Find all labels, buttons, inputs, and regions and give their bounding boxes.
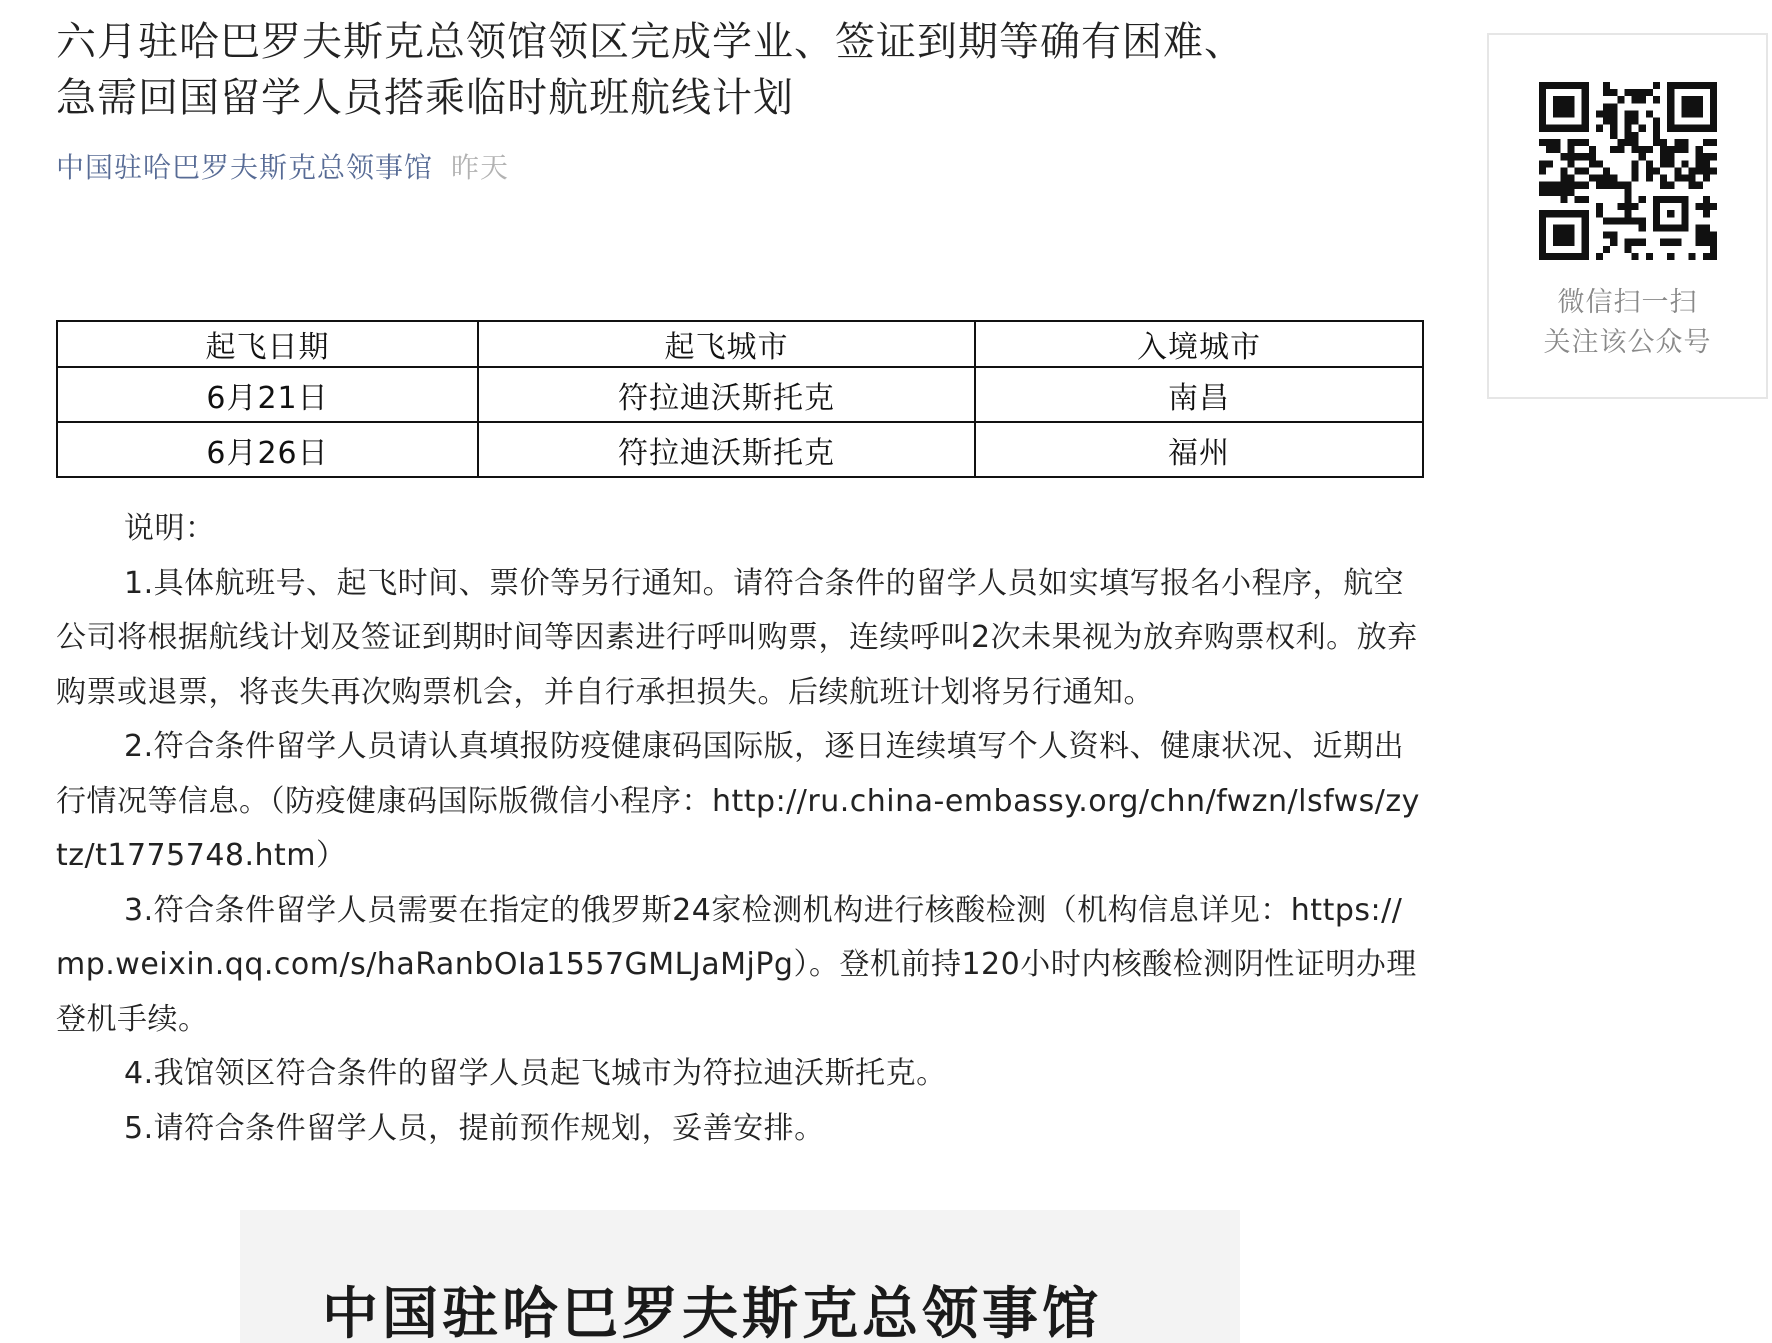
notes-heading: 说明： (124, 511, 216, 546)
note-item-5: 5.请符合条件留学人员，提前预作规划，妥善安排。 (124, 1110, 825, 1146)
qr-code-icon[interactable] (1539, 82, 1717, 260)
cell-departure-date: 6月21日 (57, 367, 478, 422)
publish-time: 昨天 (451, 151, 510, 184)
cell-departure-city: 符拉迪沃斯托克 (478, 422, 975, 477)
table-header-row (57, 321, 1423, 367)
note-item-2: 2.符合条件留学人员请认真填报防疫健康码国际版，逐日连续填写个人资料、健康状况、近期出行情况等信息。（防疫健康码国际版微信小程序：http://ru.china-embassy.org/chn/fwzn/lsfws/zytz/t1775748.htm） (56, 729, 1420, 873)
cell-arrival-city: 南昌 (975, 367, 1423, 422)
article-title (56, 14, 1422, 126)
qr-caption-line2: 关注该公众号 (1543, 327, 1712, 358)
letterhead-text: 中国驻哈巴罗夫斯克总领事馆 (322, 1281, 1102, 1343)
notes-section (56, 502, 1422, 1156)
article-title-line2: 急需回国留学人员搭乘临时航班航线计划 (56, 75, 794, 121)
note-item-4: 4.我馆领区符合条件的留学人员起飞城市为符拉迪沃斯托克。 (124, 1056, 947, 1091)
table-row (57, 367, 1423, 422)
note-item-1: 1.具体航班号、起飞时间、票价等另行通知。请符合条件的留学人员如实填写报名小程序，航空公司将根据航线计划及签证到期时间等因素进行呼叫购票，连续呼叫2次未果视为放弃购票权利。放弃购票或退票，将丧失再次购票机会，并自行承担损失。后续航班计划将另行通知。 (56, 565, 1418, 710)
header-departure-city: 起飞城市 (478, 321, 975, 367)
cell-arrival-city: 福州 (975, 422, 1423, 477)
qr-card (1487, 33, 1768, 399)
article-meta (56, 148, 1422, 188)
cell-departure-date: 6月26日 (57, 422, 478, 477)
qr-caption (1489, 283, 1766, 363)
header-arrival-city: 入境城市 (975, 321, 1423, 367)
note-item-3: 3.符合条件留学人员需要在指定的俄罗斯24家检测机构进行核酸检测（机构信息详见：https://mp.weixin.qq.com/s/haRanbOIa1557GMLJaMjPg）。登机前持120小时内核酸检测阴性证明办理登机手续。 (56, 892, 1417, 1037)
table-row (57, 422, 1423, 477)
flight-table (56, 320, 1424, 478)
consulate-letterhead-image (240, 1210, 1240, 1343)
cell-departure-city: 符拉迪沃斯托克 (478, 367, 975, 422)
article-title-line1: 六月驻哈巴罗夫斯克总领馆领区完成学业、签证到期等确有困难、 (56, 19, 1245, 65)
qr-caption-line1: 微信扫一扫 (1557, 287, 1698, 318)
header-departure-date: 起飞日期 (57, 321, 478, 367)
article (56, 0, 1422, 1146)
account-name-link[interactable]: 中国驻哈巴罗夫斯克总领事馆 (56, 151, 434, 184)
